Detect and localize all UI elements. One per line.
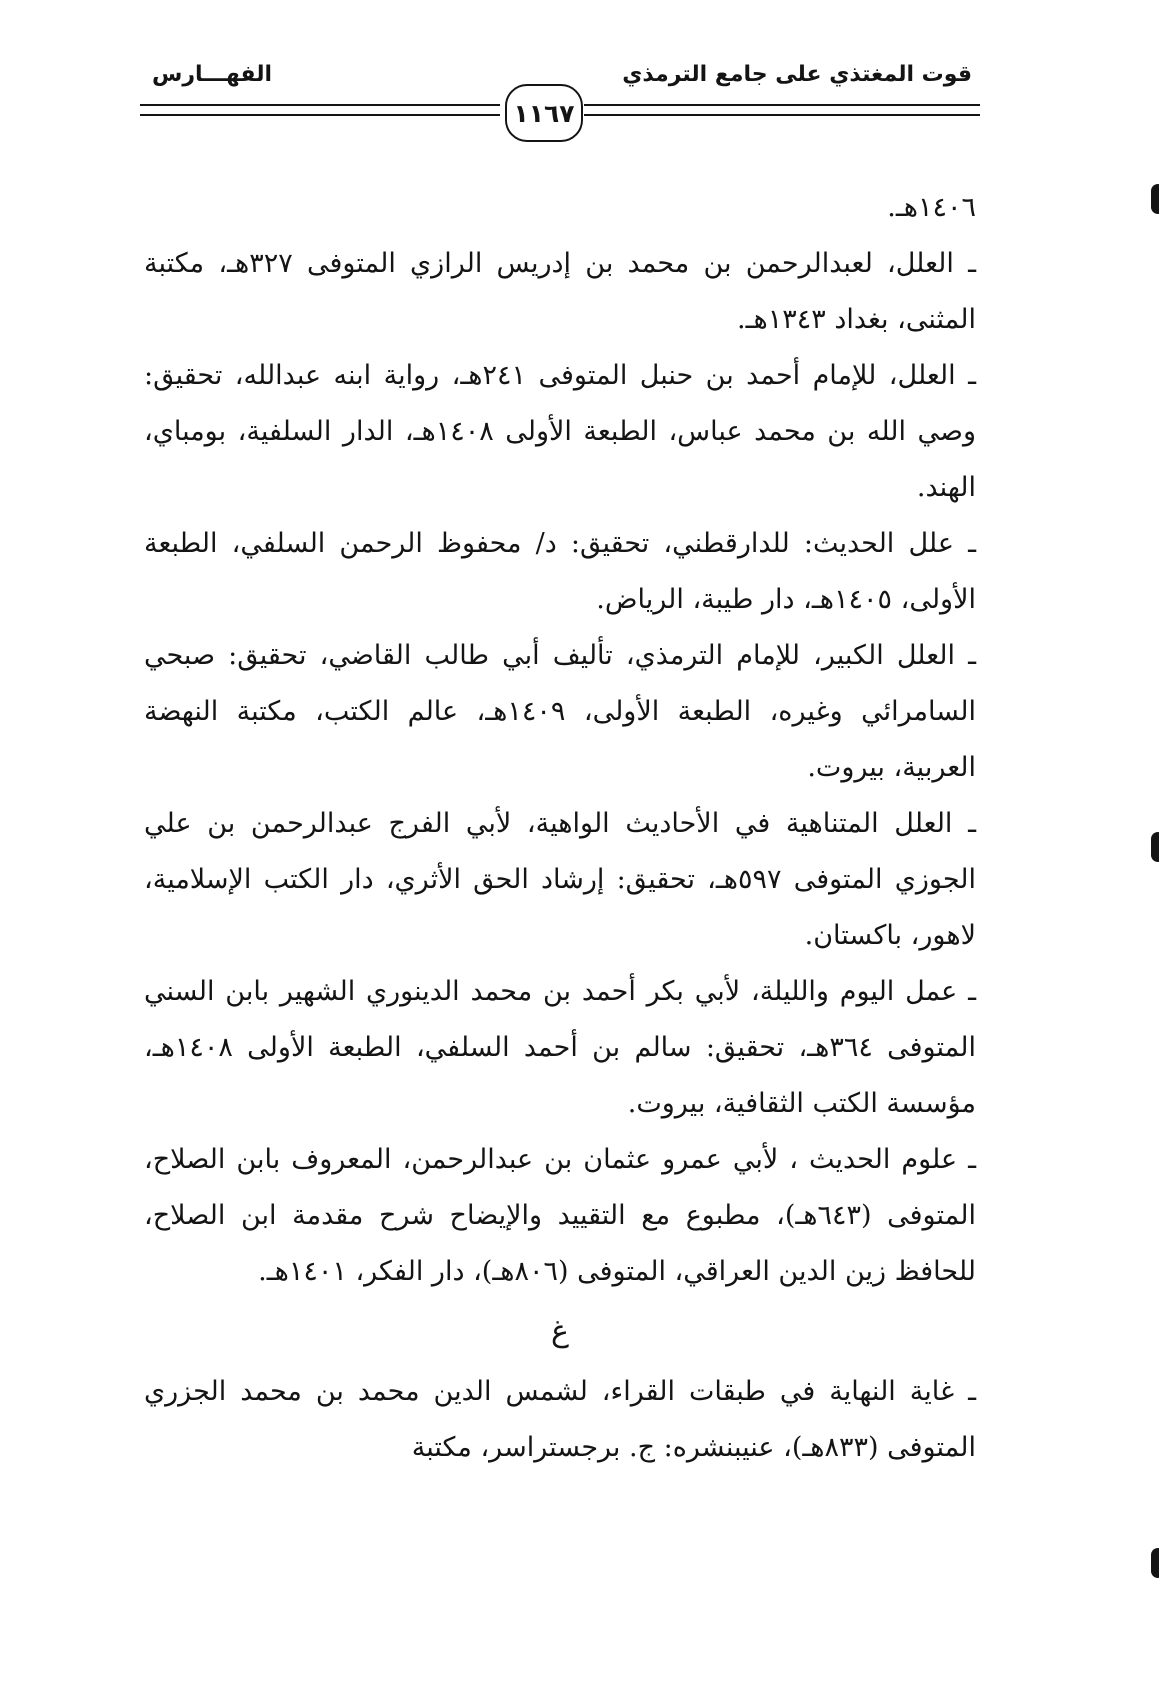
margin-mark [1151,184,1159,214]
bibliography-entry: ـ العلل، لعبدالرحمن بن محمد بن إدريس الرازي المتوفى ٣٢٧هـ، مكتبة المثنى، بغداد ١٣٤٣هـ. [144,248,976,335]
entry-continuation: ١٤٠٦هـ. [887,192,976,223]
bibliography-entry: ـ العلل الكبير، للإمام الترمذي، تأليف أبي طالب القاضي، تحقيق: صبحي السامرائي وغيره، الطبعة الأولى، ١٤٠٩هـ، عالم الكتب، مكتبة النهضة العربية، بيروت. [144,640,976,783]
bibliography-entry: ـ علل الحديث: للدارقطني، تحقيق: د/ محفوظ الرحمن السلفي، الطبعة الأولى، ١٤٠٥هـ، دار طيبة، الرياض. [144,528,976,615]
header-rule-right-top [584,104,980,106]
header-rule-left-bottom [140,114,500,116]
page-number: ١١٦٧ [513,98,575,128]
header-rule-left-top [140,104,500,106]
bibliography-entry: ـ العلل المتناهية في الأحاديث الواهية، لأبي الفرج عبدالرحمن بن علي الجوزي المتوفى ٥٩٧هـ، تحقيق: إرشاد الحق الأثري، دار الكتب الإسلامية، لاهور، باكستان. [144,808,976,951]
header-rule-right-bottom [584,114,980,116]
section-letter-heading: غ [551,1314,569,1349]
bibliography-entry: ـ غاية النهاية في طبقات القراء، لشمس الدين محمد بن محمد الجزري المتوفى (٨٣٣هـ)، عنيبنشره: ج. برجستراسر، مكتبة [144,1376,976,1463]
margin-mark [1151,832,1159,862]
page-number-box [505,84,583,142]
book-title: قوت المغتذي على جامع الترمذي [622,62,972,87]
section-title: الفهـــارس [152,62,273,87]
bibliography-entry: ـ علوم الحديث ، لأبي عمرو عثمان بن عبدالرحمن، المعروف بابن الصلاح، المتوفى (٦٤٣هـ)، مطبوع مع التقييد والإيضاح شرح مقدمة ابن الصلاح، للحافظ زين الدين العراقي، المتوفى (٨٠٦هـ)، دار الفكر، ١٤٠١هـ. [144,1144,976,1287]
bibliography-entry: ـ العلل، للإمام أحمد بن حنبل المتوفى ٢٤١هـ، رواية ابنه عبدالله، تحقيق: وصي الله بن محمد عباس، الطبعة الأولى ١٤٠٨هـ، الدار السلفية، بومباي، الهند. [144,360,976,503]
page-body [144,180,976,1476]
margin-mark [1151,1548,1159,1578]
bibliography-entry: ـ عمل اليوم والليلة، لأبي بكر أحمد بن محمد الدينوري الشهير بابن السني المتوفى ٣٦٤هـ، تحقيق: سالم بن أحمد السلفي، الطبعة الأولى ١٤٠٨هـ، مؤسسة الكتب الثقافية، بيروت. [144,976,976,1119]
page-header [140,62,980,152]
